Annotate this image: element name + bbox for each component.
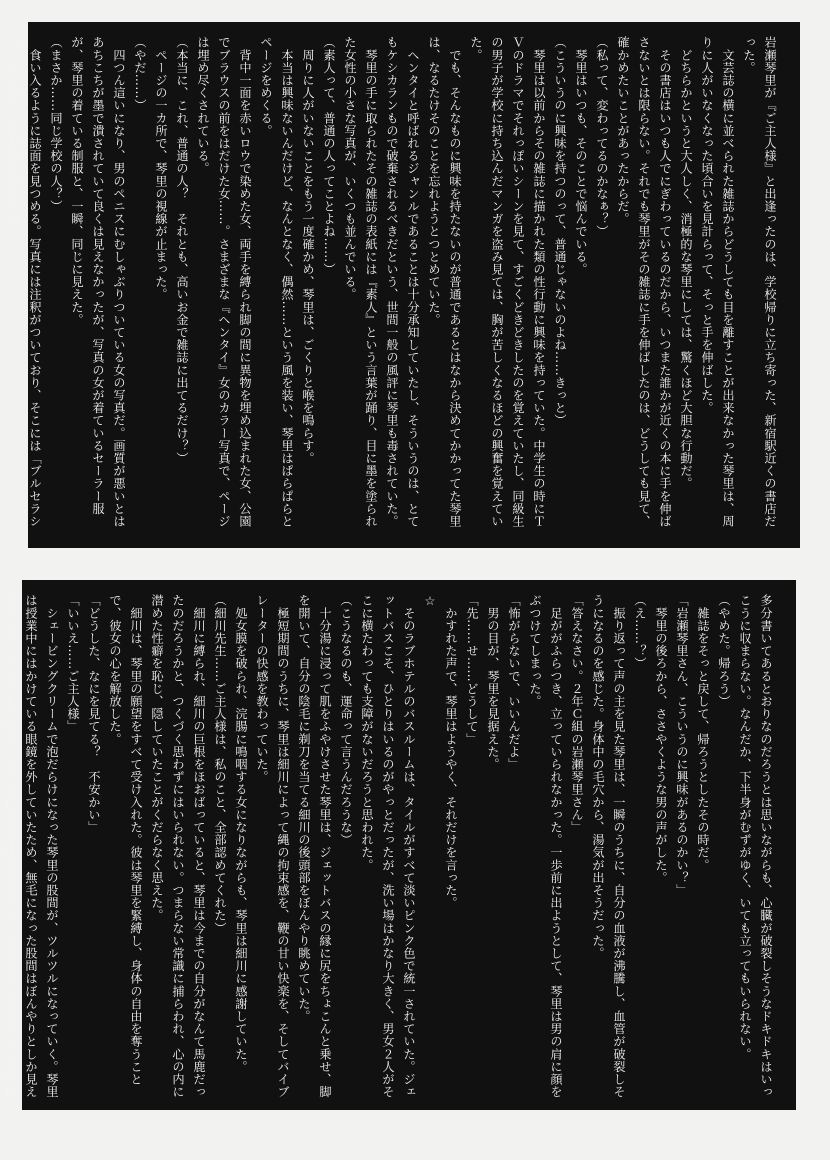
- vertical-text-block: 岩瀬琴里が『ご主人様』と出逢ったのは、学校帰りに立ち寄った、新宿駅近くの書店だった。 文芸誌の横に並べられた雑誌からどうしても目を離すことが出来なかった琴里は、周りに人がいなくなった頃合いを見計らって、そっと手を伸ばした。 どちらかというと大人しく、消極的な琴里にしては、驚くほど大胆な行動だ。 その書店はいつも人でにぎわっているのだから、いつまた誰かが近くの本に手を伸ばさないとは限らない。それでも琴里がその雑誌に手を伸ばしたのは、どうしても見て、確かめたいことがあったからだ。 （私って、変わってるのかなぁ？） 琴里はいつも、そのことで悩んでいる。 （こういうのに興味を持つのって、普通じゃないのよね……きっと） 琴里は以前からその雑誌に描かれた類の性行動に興味を持っていた。中学生の時にＴＶのドラマでそれっぽいシーンを見て、すごくどきどきしたのを覚えていたし、同級生の男子が学校に持ち込んだマンガを盗み見ては、胸が苦しくなるほどの興奮を覚えていた。 でも、そんなものに興味を持たないのが普通であるとはなから決めてかかってた琴里は、なるたけそのことを忘れようとつとめていた。 ヘンタイと呼ばれるジャンルであることは十分承知していたし、そういうのは、とてもケシカランもので破棄されるべきだという、世間一般の風評に琴里も毒されていた。 琴里の手に取られたその雑誌の表紙には『素人』という言葉が踊り、目に墨を塗られた女性の小さな写真が、いくつも並んでいる。 （素人って、普通の人ってことよね……） 周りに人がいないことをもう一度確かめ、琴里は、ごくりと喉を鳴らす。 本当は興味ないんだけど、なんとなく、偶然……という風を装い、琴里はぱらぱらとページをめくる。 背中一面を赤いロウで染めた女、両手を縛られ脚の間に異物を埋め込まれた女、公園でブラウスの前をはだけた女……。さまざまな『ヘンタイ』女のカラー写真で、ページは埋め尽くされている。 （本当に、これ、普通の人？ それとも、高いお金で雑誌に出てるだけ？） ページの一カ所で、琴里の視線が止まった。 （やだ……） 四つん這いになり、男のペニスにむしゃぶりついている女の写真だ。画質が悪いとはあちこちが墨で潰されていて良くは見えなかったが、写真の女が着ているセーラー服が、琴里の着ている制服と、一瞬、同じに見えた。 （まさか……同じ学校の人？） 食い入るように誌面を見つめる。写真には注釈がついており、そこには「ブルセラショップで購入した制服を妻に着せ……」: [7, 36, 777, 528]
- vertical-text-block: 多分書いてあるとおりなのだろうとは思いながらも、心臓が破裂しそうなドキドキはいっこうに収まらない。なんだか、下半身がむずがゆく、いても立ってもいられない。 （やめた。帰ろう） 雑誌をそっと戻して、帰ろうとしたその時だ。 「岩瀬琴里さん、こういうのに興味があるのかい？」 琴里の後ろから、ささやくような男の声がした。 （え……？） 振り返って声の主を見た琴里は、一瞬のうちに、自分の血液が沸騰し、血管が破裂しそうになるのを感じた。身体中の毛穴から、湯気が出そうだった。 「答えなさい。２年Ｃ組の岩瀬琴里さん」 足ががふらつき、立っていられなかった。一歩前に出ようとして、琴里は男の肩に顔をぶつけてしまった。 「怖がらないで、いいんだよ」 男の目が、琴里を見据えた。 「先……せ……どうして」 かすれた声で、琴里はようやく、それだけを言った。 ☆ そのラブホテルのバスルームは、タイルがすべて淡いピンク色で統一されていた。ジェットバスこそ、ひとりはいるのがやっとだったが、洗い場はかなり大きく、男女２人がそこに横たわっても支障がないだろうと思われた。 （こうなるのも、運命って言うんだろうな） 十分湯に浸って肌をふやけさせた琴里は、ジェットバスの縁に尻をちょこんと乗せ、脚を開いて、自分の陰毛に剃刀を当てる細川の後頭部をぼんやり眺めていた。 極短期間のうちに、琴里は細川によって縄の拘束感を、鞭の甘い快楽を、そしてバイブレーターの快感を教わっていた。 処女膜を破られ、浣腸に鳴咽する女になりながらも、琴里は細川に感謝していた。 （細川先生……ご主人様は、私のこと、全部認めてくれた） 細川に縛られ、細川の巨根をほおばっていると、琴里は今までの自分がなんて馬鹿だったのだろうかと、つくづく思わずにはいられない。つまらない常識に捕らわれ、心の内に潜めた性癖を恥じ、隠していたことがくだらなく思えた。 細川は、琴里の願望をすべて受け入れた。彼は琴里を緊縛し、身体の自由を奪うことで、彼女の心を解放した。 「どうした、なにを見てる？ 不安かい」 「いいえ……ご主人様」 シェービングクリームで泡だらけになった琴里の股間が、ツルツルになっていく。琴里は授業中にはかけている眼鏡を外していたため、無毛になった股間はぼんやりとしか見えなかった。けれども、細川によって自分の身体が変わっていくのはよく分かった。琴里に: [3, 594, 773, 1098]
- text-panel-top: [7, 22, 800, 548]
- text-panel-bottom: [3, 580, 796, 1110]
